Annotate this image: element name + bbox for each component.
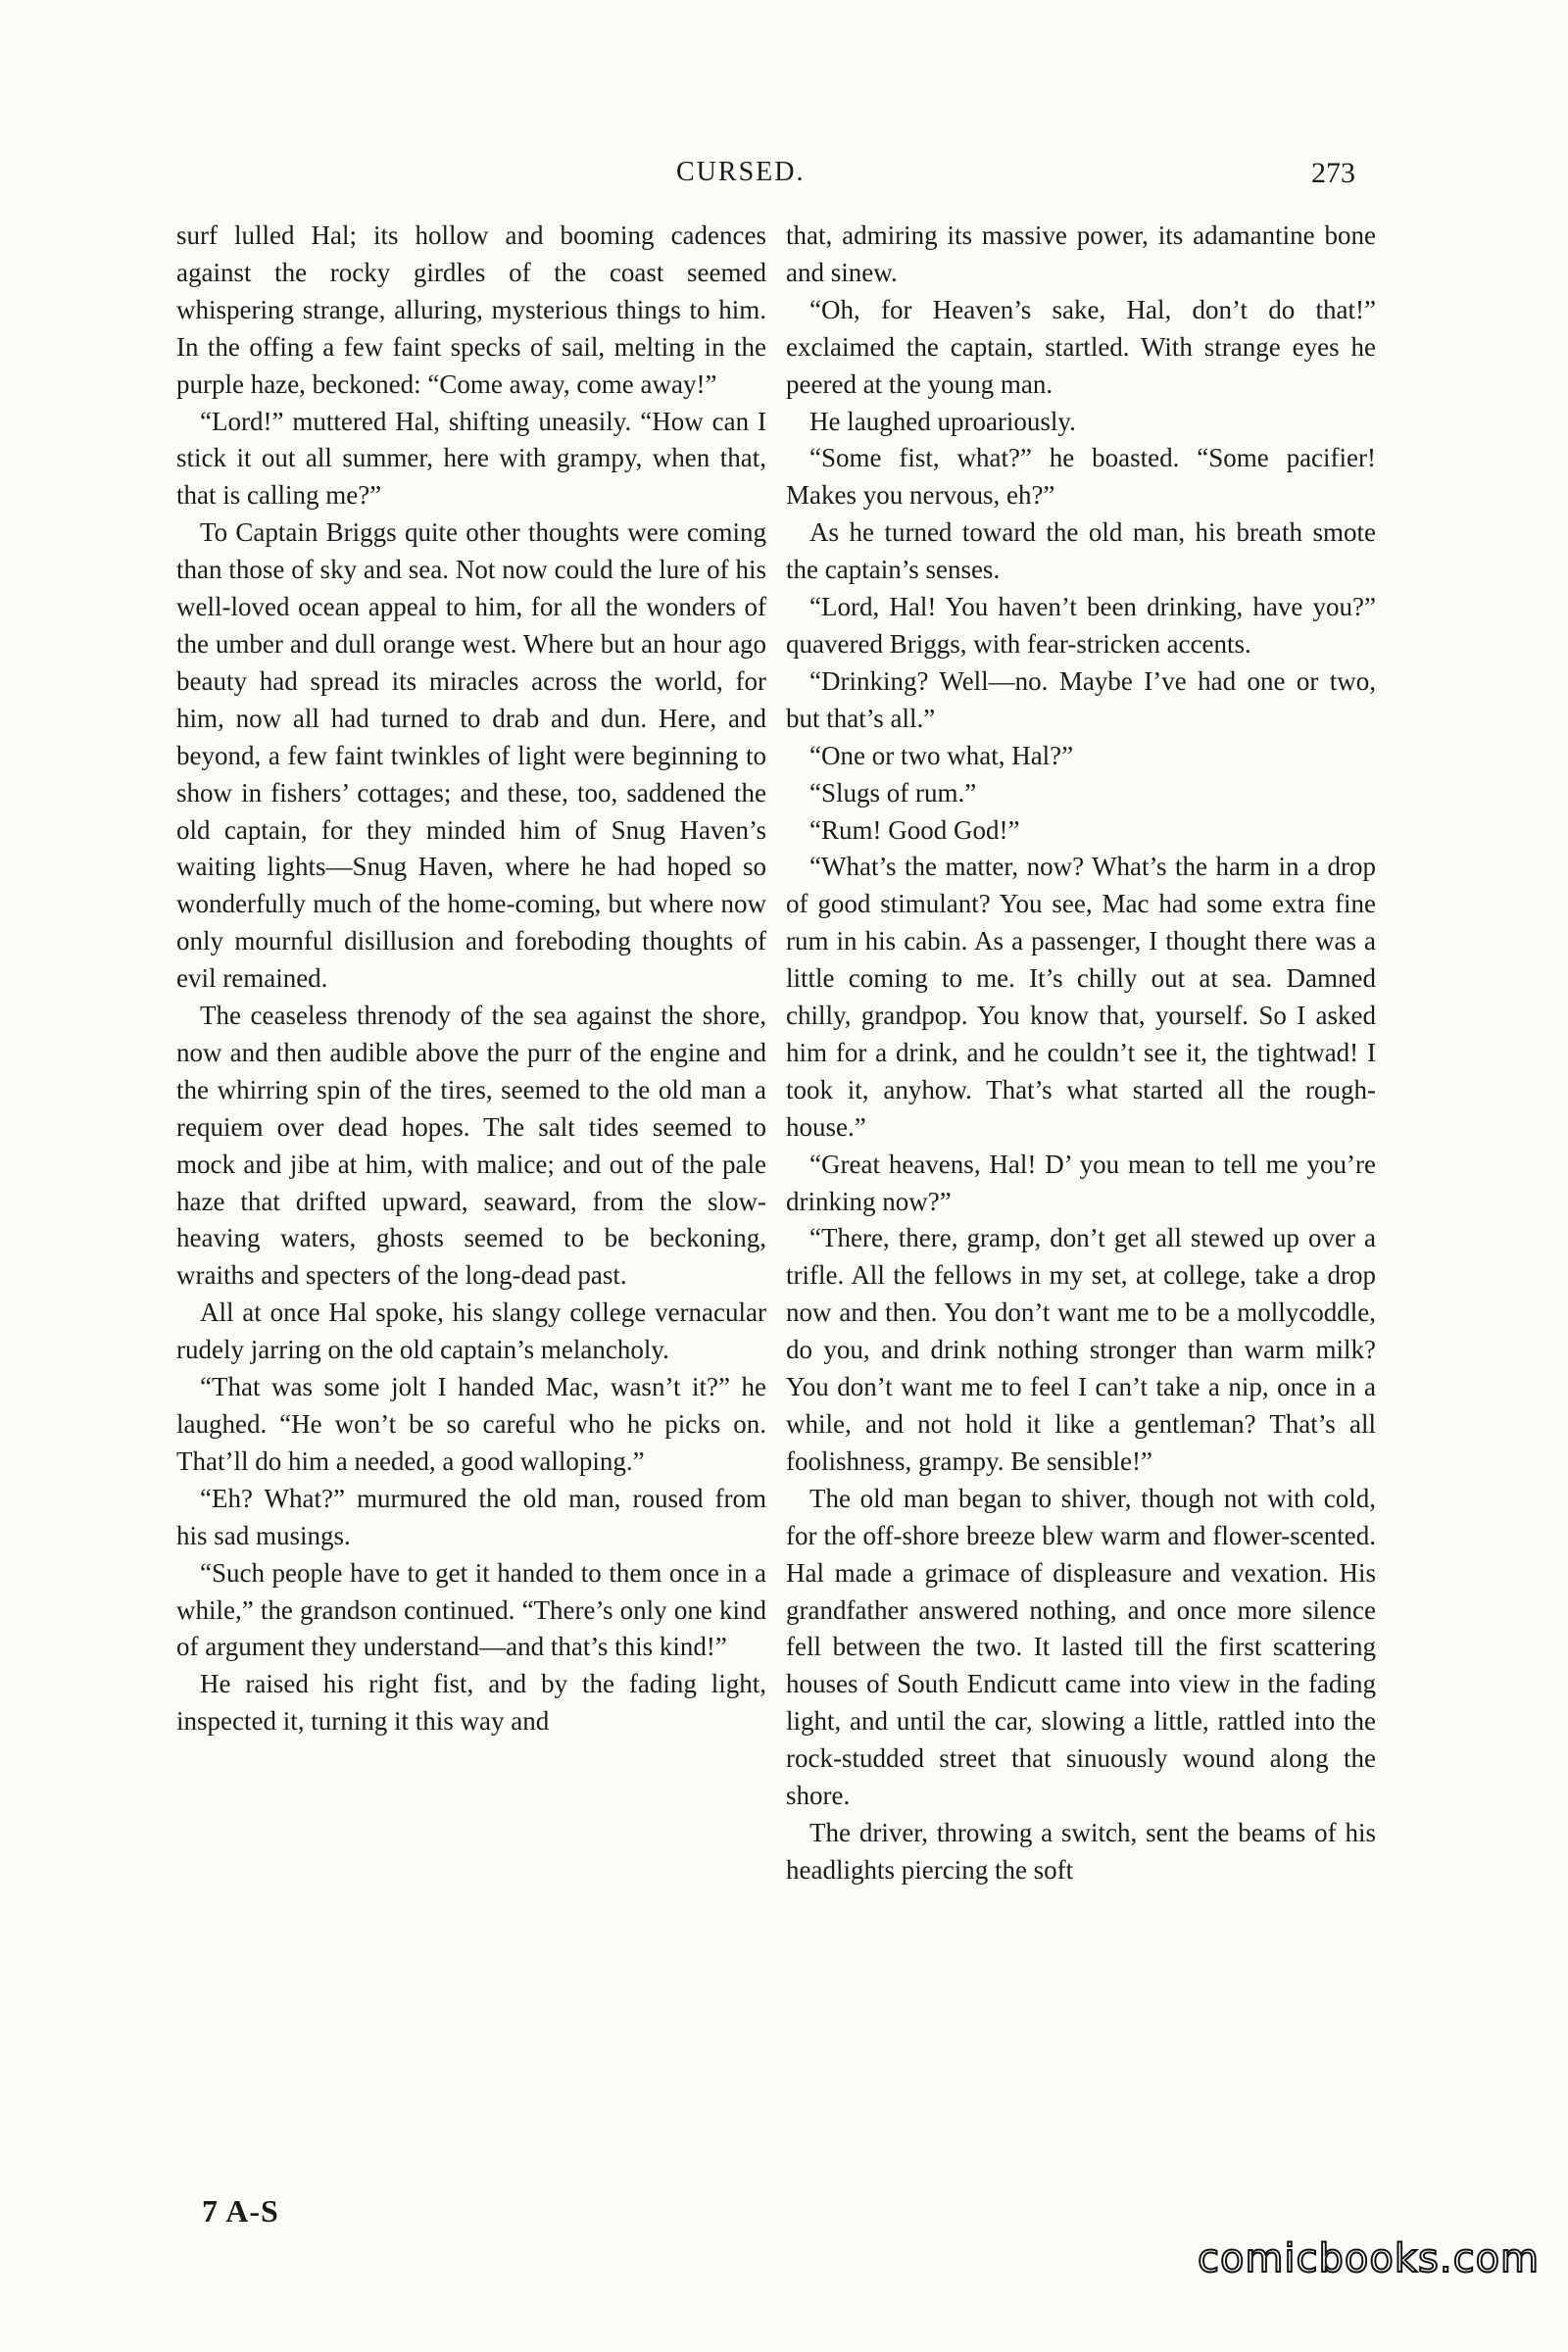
paragraph: “Lord, Hal! You haven’t been drinking, have you?” quavered Briggs, with fear-stricken accents.	[786, 592, 1376, 659]
paragraph: “Eh? What?” murmured the old man, roused from his sad musings.	[176, 1483, 766, 1550]
running-title: CURSED.	[676, 157, 806, 187]
paragraph: “One or two what, Hal?”	[809, 740, 1074, 770]
page-number: 273	[1311, 157, 1355, 189]
paragraph: “What’s the matter, now? What’s the harm in a drop of good stimulant? You see, Mac had some extra fine rum in his cabin. As a passenger, I thought there was a little coming to me. It’s chilly out at sea. Damned chilly, grandpop. You know that, yourself. So I asked him for a drink, and he couldn’t see it, the tightwad! I took it, anyhow. That’s what started all the rough-house.”	[786, 852, 1376, 1142]
paragraph: “There, there, gramp, don’t get all stewed up over a trifle. All the fellows in my set, at college, take a drop now and then. You don’t want me to be a mollycoddle, do you, and drink nothing stronger than warm milk? You don’t want me to feel I can’t take a nip, once in a while, and not hold it like a gentleman? That’s all foolishness, grampy. Be sensible!”	[786, 1223, 1376, 1476]
watermark: comicbooks.com	[1198, 2236, 1541, 2281]
paragraph: The old man began to shiver, though not with cold, for the off-shore breeze blew warm and flower-scented. Hal made a grimace of displeasure and vexation. His grandfather answered nothing, and once more silence fell between the two. It lasted till the first scattering houses of South Endicutt came into view in the fading light, and until the car, slowing a little, rattled into the rock-studded street that sinuously wound along the shore.	[786, 1483, 1376, 1811]
paragraph: The driver, throwing a switch, sent the beams of his headlights piercing the soft	[786, 1817, 1376, 1885]
paragraph: “Oh, for Heaven’s sake, Hal, don’t do that!” exclaimed the captain, startled. With strange eyes he peered at the young man.	[786, 294, 1376, 399]
left-column	[176, 218, 766, 1740]
paragraph: As he turned toward the old man, his breath smote the captain’s senses.	[786, 517, 1376, 585]
paragraph: “Rum! Good God!”	[809, 814, 1020, 845]
running-head	[0, 157, 1568, 196]
paragraph: “Slugs of rum.”	[809, 777, 977, 808]
paragraph: He raised his right fist, and by the fading light, inspected it, turning it this way and	[176, 1669, 766, 1737]
paragraph: “Lord!” muttered Hal, shifting uneasily. “How can I stick it out all summer, here with grampy, when that, that is calling me?”	[176, 406, 766, 511]
paragraph: “Drinking? Well—no. Maybe I’ve had one or two, but that’s all.”	[786, 665, 1376, 733]
paragraph: The ceaseless threnody of the sea against the shore, now and then audible above the purr of the engine and the whirring spin of the tires, seemed to the old man a requiem over dead hopes. The salt tides seemed to mock and jibe at him, with malice; and out of the pale haze that drifted upward, seaward, from the slow-heaving waters, ghosts seemed to be beckoning, wraiths and specters of the long-dead past.	[176, 1001, 766, 1291]
paragraph: To Captain Briggs quite other thoughts were coming than those of sky and sea. Not now could the lure of his well-loved ocean appeal to him, for all the wonders of the umber and dull orange west. Where but an hour ago beauty had spread its miracles across the world, for him, now all had turned to drab and dun. Here, and beyond, a few faint twinkles of light were beginning to show in fishers’ cottages; and these, too, saddened the old captain, for they minded him of Snug Haven’s waiting lights—Snug Haven, where he had hoped so wonderfully much of the home-coming, but where now only mournful disillusion and foreboding thoughts of evil remained.	[176, 517, 766, 994]
right-column	[786, 218, 1376, 1889]
paragraph: “Some fist, what?” he boasted. “Some pacifier! Makes you nervous, eh?”	[786, 443, 1376, 511]
signature-mark: 7 A-S	[202, 2193, 279, 2229]
paragraph: that, admiring its massive power, its adamantine bone and sinew.	[786, 220, 1376, 287]
paragraph: “Great heavens, Hal! D’ you mean to tell me you’re drinking now?”	[786, 1149, 1376, 1216]
paragraph: He laughed uproariously.	[809, 406, 1076, 436]
paragraph: “That was some jolt I handed Mac, wasn’t it?” he laughed. “He won’t be so careful who he picks on. That’ll do him a needed, a good walloping.”	[176, 1372, 766, 1476]
paragraph: “Such people have to get it handed to them once in a while,” the grandson continued. “There’s only one kind of argument they understand—and that’s this kind!”	[176, 1557, 766, 1662]
paragraph: All at once Hal spoke, his slangy college vernacular rudely jarring on the old captain’s melancholy.	[176, 1298, 766, 1365]
paragraph: surf lulled Hal; its hollow and booming cadences against the rocky girdles of the coast seemed whispering strange, alluring, mysterious things to him. In the offing a few faint specks of sail, melting in the purple haze, beckoned: “Come away, come away!”	[176, 220, 766, 399]
